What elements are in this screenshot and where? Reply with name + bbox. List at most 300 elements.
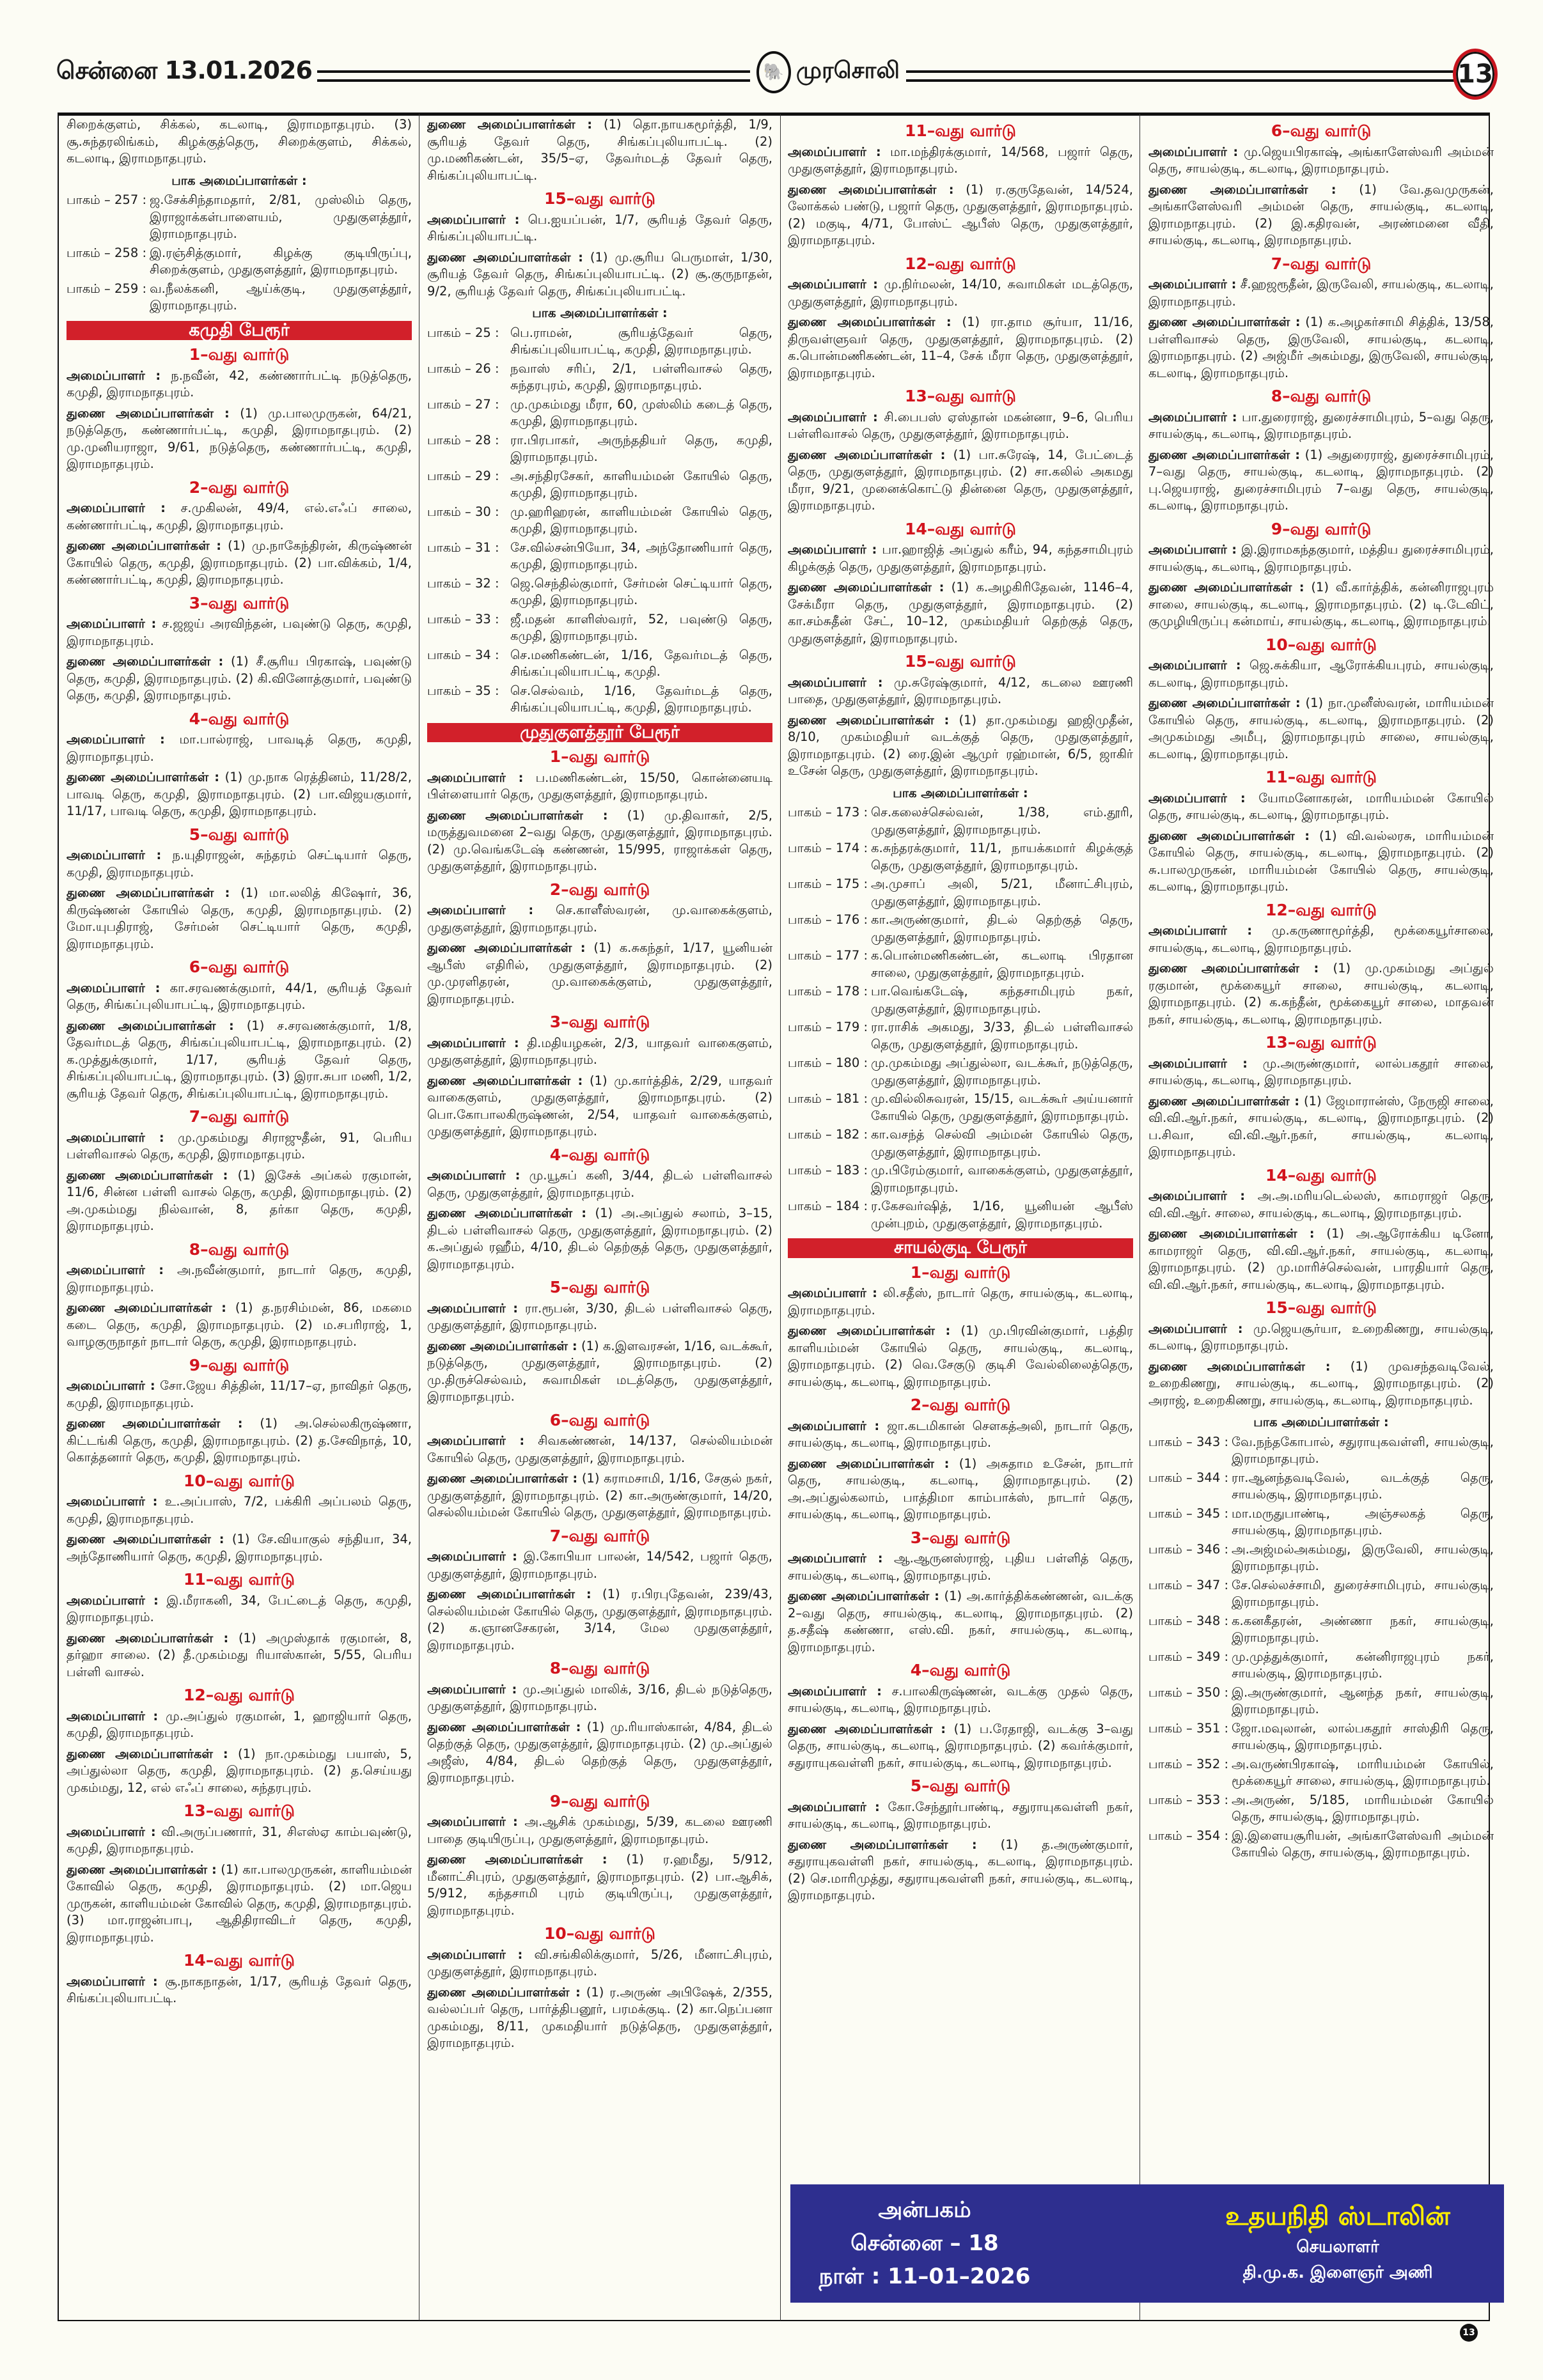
- deputies-label: துணை அமைப்பாளர்கள் :: [427, 249, 583, 265]
- organizer-label: அமைப்பாளர் :: [1148, 1321, 1243, 1336]
- booth-prefix: பாகம் –: [788, 984, 832, 999]
- deputies-entry: [67, 653, 412, 704]
- deputies-label: துணை அமைப்பாளர்கள் :: [1148, 580, 1304, 595]
- organizer-label: அமைப்பாளர் :: [427, 1947, 523, 1962]
- deputies-text: (1) அ.அப்துல் சலாம், 3–15, திடல் பள்ளிவாசல் தெரு, முதுகுளத்தூர், இராமநாதபுரம். (2) க.அப்துல் ரஹீம், 4/10, திடல் தெற்குத் தெரு, முதுகுளத்தூர், இராமநாதபுரம்.: [427, 1206, 772, 1272]
- organizer-label: அமைப்பாளர் :: [1148, 1188, 1245, 1203]
- organizer-label: அமைப்பாளர் :: [788, 1286, 877, 1300]
- booth-prefix: பாகம் –: [788, 1163, 832, 1178]
- deputies-text: (1) க.அழகிரிதேவன், 1146–4, சேக்மீரா தெரு, முதுகுளத்தூர், இராமநாதபுரம். (2) கா.சம்சுதீன் சேட், 10–12, முகம்மதியர் தெற்குத் தெரு, முதுகுளத்தூர், இராமநாதபுரம்.: [788, 580, 1133, 646]
- booth-text: க.சுந்தரக்குமார், 11/1, நாயக்கமார் கிழக்குத் தெரு, முதுகுளத்தூர், இராமநாதபுரம்.: [871, 841, 1133, 873]
- booth-prefix: பாகம் –: [427, 325, 471, 340]
- organizer-entry: [1148, 276, 1494, 310]
- booth-text: பா.வெங்கடேஷ், கந்தசாமிபுரம் நகர், முதுகுளத்தூர், இராமநாதபுரம்.: [871, 984, 1133, 1016]
- booth-entry: [788, 1198, 1133, 1232]
- organizer-entry: [1148, 657, 1494, 691]
- ward-heading: 4–வது வார்டு: [189, 709, 290, 728]
- deputies-text: (1) மு.நாகேந்திரன், கிருஷ்ணன் கோயில் தெரு, கமுதி, இராமநாதபுரம். (2) பா.விக்கம், 1/4, கண்ணார்பட்டி, கமுதி, இராமநாதபுரம்.: [67, 538, 412, 587]
- ward-heading: 11–வது வார்டு: [905, 121, 1016, 140]
- deputies-entry: [427, 1719, 772, 1787]
- organizer-entry: [1148, 1321, 1494, 1355]
- organizer-text: சோ.ஜேய சித்தின், 11/17–ஏ, நாவிதர் தெரு, கமுதி, இராமநாதபுரம்.: [67, 1378, 412, 1410]
- booth-entry: [427, 647, 772, 681]
- booth-id: 26: [475, 361, 491, 376]
- organizer-entry: [67, 616, 412, 649]
- booth-number: பாகம் – 30 :: [427, 504, 499, 519]
- deputies-label: துணை அமைப்பாளர்கள் :: [788, 1589, 939, 1603]
- booth-number: பாகம் – 351 :: [1148, 1720, 1229, 1736]
- organizer-text: ச.முகிலன், 49/4, எல்.எஃப் சாலை, கண்ணார்பட்டி, கமுதி, இராமநாதபுரம்.: [67, 501, 412, 533]
- column-2: [427, 116, 772, 2315]
- organizer-label: அமைப்பாளர் :: [67, 1263, 164, 1277]
- ward-heading: 12–வது வார்டு: [905, 254, 1016, 273]
- ward-heading: 13–வது வார்டு: [1265, 1033, 1377, 1052]
- booth-entry: [788, 947, 1133, 981]
- deputies-text: (1) மு.ரியாஸ்கான், 4/84, திடல் தெற்குத் தெரு, முதுகுளத்தூர், இராமநாதபுரம். (2) மு.அப்துல் அஜீஸ், 4/84, திடல் தெற்குத் தெரு, முதுகுளத்தூர், இராமநாதபுரம்.: [427, 1719, 772, 1785]
- deputies-entry: [67, 405, 412, 473]
- booth-entry: [1148, 1434, 1494, 1468]
- organizer-label: அமைப்பாளர் :: [67, 1824, 156, 1839]
- booth-prefix: பாகம் –: [788, 876, 832, 891]
- deputies-entry: [1148, 1093, 1494, 1161]
- deputies-label: துணை அமைப்பாளர்கள் :: [67, 1746, 228, 1761]
- brand-name: முரசொலி: [796, 58, 900, 84]
- organizer-entry: [1148, 1188, 1494, 1222]
- organizer-entry: [1148, 144, 1494, 178]
- booth-text: மா.மருதுபாண்டி, அஞ்சலகத் தெரு, சாயல்குடி, இராமநாதபுரம்.: [1232, 1505, 1494, 1537]
- deputies-entry: [427, 807, 772, 875]
- booth-prefix: பாகம் –: [788, 1055, 832, 1070]
- organizer-label: அமைப்பாளர் :: [427, 1549, 517, 1564]
- organizer-label: அமைப்பாளர் :: [427, 770, 524, 785]
- booth-entry: [1148, 1720, 1494, 1754]
- ward-heading: 3–வது வார்டு: [549, 1013, 650, 1031]
- deputies-label: துணை அமைப்பாளர்கள் :: [67, 654, 224, 669]
- ad-org: தி.மு.க. இளைஞர் அணி: [1242, 2263, 1433, 2282]
- booth-prefix: பாகம் –: [1148, 1720, 1193, 1736]
- organizer-label: அமைப்பாளர் :: [1148, 658, 1241, 673]
- page-number-footer: 13: [1460, 2324, 1478, 2342]
- organizer-label: அமைப்பாளர் :: [67, 732, 165, 747]
- booth-entry: [788, 876, 1133, 910]
- organizer-entry: [1148, 922, 1494, 956]
- ward-heading: 13–வது வார்டு: [905, 387, 1016, 405]
- deputies-label: துணை அமைப்பாளர்கள் :: [427, 1206, 587, 1220]
- deputies-text: (1) நா.முனீஸ்வரன், மாரியம்மன் கோயில் தெரு, சாயல்குடி, கடலாடி, இராமநாதபுரம். (2) அமுகம்மது அமீபு, இராமநாதபுரம் சாலை, சாயல்குடி, கடலாடி, இராமநாதபுரம்.: [1148, 696, 1494, 761]
- deputies-entry: [67, 1746, 412, 1797]
- ward-heading: 4–வது வார்டு: [910, 1661, 1011, 1679]
- booth-id: 29: [475, 468, 491, 483]
- deputies-text: (1) ர.ஹமீது, 5/912, மீனாட்சிபுரம், முதுகுளத்தூர், இராமநாதபுரம். (2) பா.ஆசிக், 5/912, கந்தசாமி புரம் குடியிருப்பு, முதுகுளத்தூர், இராமநாதபுரம்.: [427, 1852, 772, 1918]
- organizer-label: அமைப்பாளர் :: [427, 1433, 525, 1448]
- booth-entry: [427, 361, 772, 394]
- organizer-text: கா.சரவணக்குமார், 44/1, சூரியத் தேவர் தெரு, சிங்கப்புலியாபட்டி, இராமநாதபுரம்.: [67, 980, 412, 1012]
- organizer-label: அமைப்பாளர் :: [427, 212, 520, 227]
- booth-number: பாகம் – 345 :: [1148, 1505, 1229, 1521]
- booth-number: பாகம் – 346 :: [1148, 1541, 1229, 1557]
- deputies-entry: [67, 769, 412, 820]
- booth-text: கா.அருண்குமார், திடல் தெற்குத் தெரு, முதுகுளத்தூர், இராமநாதபுரம்.: [871, 912, 1133, 944]
- booth-id: 346: [1196, 1541, 1221, 1557]
- organizer-label: அமைப்பாளர் :: [67, 1708, 159, 1723]
- deputies-text: (1) ச.சரவணக்குமார், 1/8, தேவர்மடத் தெரு, சிங்கப்புலியாபட்டி, இராமநாதபுரம். (2) க.முத்துக்குமார், 1/17, சூரியத் தேவர் தெரு, சிங்கப்புலியாபட்டி, இராமநாதபுரம். (3) இரா.சுபா மணி, 1/2, சூரியத் தேவர் தெரு, சிங்கப்புலியாபட்டி, இராமநாதபுரம்.: [67, 1018, 412, 1101]
- deputies-label: துணை அமைப்பாளர்கள் :: [427, 117, 593, 132]
- booth-prefix: பாகம் –: [1148, 1613, 1193, 1628]
- organizer-text: சி.பைபஸ் ஏஸ்தான் மகன்னா, 9–6, பெரிய பள்ளிவாசல் தெரு, முதுகுளத்தூர், இராமநாதபுரம்.: [788, 409, 1133, 441]
- organizer-entry: [427, 1167, 772, 1201]
- organizer-text: இ.கோபியா பாலன், 14/542, பஜார் தெரு, முதுகுளத்தூர், இராமநாதபுரம்.: [427, 1549, 772, 1581]
- organizer-label: அமைப்பாளர் :: [1148, 1055, 1248, 1071]
- deputies-label: துணை அமைப்பாளர்கள் :: [788, 1721, 946, 1736]
- deputies-label: துணை அமைப்பாளர்கள் :: [67, 885, 230, 900]
- booth-text: செ.கலைச்செல்வன், 1/38, எம்.தூரி, முதுகுளத்தூர், இராமநாதபுரம்.: [871, 805, 1133, 837]
- booth-number: பாகம் – 177 :: [788, 948, 868, 963]
- organizer-entry: [788, 276, 1133, 310]
- organizer-text: ஆ.ஆருனஸ்ராஜ், புதிய பள்ளித் தெரு, சாயல்குடி, கடலாடி, இராமநாதபுரம்.: [788, 1551, 1133, 1583]
- organizer-label: அமைப்பாளர் :: [788, 1551, 883, 1566]
- deputies-text: (1) மு.நாக ரெத்தினம், 11/28/2, பாவடி தெரு, கமுதி, இராமநாதபுரம். (2) பா.விஜயகுமார், 11/17, பாவடி தெரு, கமுதி, இராமநாதபுரம்.: [67, 770, 412, 818]
- booth-entry: [427, 575, 772, 609]
- deputies-label: துணை அமைப்பாளர்கள் :: [788, 1323, 951, 1338]
- booth-id: 184: [836, 1199, 860, 1213]
- organizer-label: அமைப்பாளர் :: [67, 848, 162, 862]
- booth-number: பாகம் – 352 :: [1148, 1756, 1229, 1771]
- booth-number: பாகம் – 184 :: [788, 1199, 868, 1213]
- organizer-label: அமைப்பாளர் :: [67, 1378, 155, 1393]
- booth-entry: [1148, 1541, 1494, 1575]
- booth-entry: [427, 396, 772, 430]
- booth-number: பாகம் – 347 :: [1148, 1577, 1229, 1592]
- deputies-entry: [67, 885, 412, 953]
- booth-text: கா.வசந்த் செல்வி அம்மன் கோயில் தெரு, முதுகுளத்தூர், இராமநாதபுரம்.: [871, 1127, 1133, 1159]
- deputies-text: (1) ப.ரேதாஜி, வடக்கு 3–வது தெரு, சாயல்குடி, கடலாடி, இராமநாதபுரம். (2) கவர்க்குமார், சதுராயுகவள்ளி நகர், சாயல்குடி, கடலாடி, இராமநாதபுரம்.: [788, 1721, 1133, 1770]
- organizer-entry: [427, 1814, 772, 1847]
- booth-text: க.கனகீதரன், அண்ணா நகர், சாயல்குடி, இராமநாதபுரம்.: [1232, 1613, 1494, 1645]
- organizer-text: இ.மீராகனி, 34, பேட்டைத் தெரு, கமுதி, இராமநாதபுரம்.: [67, 1592, 412, 1624]
- booth-id: 351: [1196, 1720, 1221, 1736]
- organizer-text: ஜெ.சுக்கியா, ஆரோக்கியபுரம், சாயல்குடி, கடலாடி, இராமநாதபுரம்.: [1148, 658, 1494, 690]
- organizer-entry: [67, 1262, 412, 1296]
- organizer-label: அமைப்பாளர் :: [788, 277, 878, 292]
- deputies-entry: [1148, 447, 1494, 515]
- booth-id: 259: [114, 281, 139, 296]
- deputies-text: (1) ஜேமாரான்ஸ், நேருஜி சாலை, வி.வி.ஆர்.நகர், சாயல்குடி, கடலாடி, இராமநாதபுரம். (2) ப.சிவா, வி.வி.ஆர்.நகர், சாயல்குடி, கடலாடி, இராமநாதபுரம்.: [1148, 1093, 1494, 1159]
- deputies-text: (1) அமுஸ்தாக் ரகுமான், 8, தர்ஹா சாலை. (2) தீ.முகம்மது ரியாஸ்கான், 5/55, பெரிய பள்ளி வாசல்.: [67, 1630, 412, 1679]
- organizer-text: சீ.ஹஜரூதீன், இருவேலி, சாயல்குடி, கடலாடி, இராமநாதபுரம்.: [1148, 277, 1494, 309]
- column-4: [1148, 116, 1494, 2315]
- deputies-text: (1) வீ.கார்த்திக், கன்னிராஜபுரம் சாலை, சாயல்குடி, கடலாடி, இராமநாதபுரம். (2) டி.டேவிட், குமுழியிருப்பு கன்மாய், சாயல்குடி, கடலாடி, இராமநாதபுரம்.: [1148, 580, 1494, 628]
- deputies-entry: [1148, 828, 1494, 896]
- booth-id: 32: [475, 575, 491, 591]
- page-number-badge: 13: [1453, 49, 1498, 100]
- booth-entry: [427, 611, 772, 645]
- deputies-label: துணை அமைப்பாளர்கள் :: [67, 538, 222, 553]
- deputies-text: (1) ர.குருதேவன், 14/524, லோக்கல் பண்டு, பஜார் தெரு, முதுகுளத்தூர், இராமநாதபுரம். (2) மகுடி, 4/71, போஸ்ட் ஆபீஸ் தெரு, முதுகுளத்தூர், இராமநாதபுரம்.: [788, 182, 1133, 247]
- booth-prefix: பாகம் –: [427, 647, 471, 662]
- booth-entry: [427, 540, 772, 573]
- booth-entry: [788, 1091, 1133, 1124]
- ward-heading: 9–வது வார்டு: [549, 1791, 650, 1810]
- column-divider: [780, 114, 781, 2321]
- booth-text: செ.செல்வம், 1/16, தேவர்மடத் தெரு, சிங்கப்புலியாபட்டி, கமுதி, இராமநாதபுரம்.: [510, 683, 772, 715]
- booth-id: 25: [475, 325, 491, 340]
- organizer-label: அமைப்பாளர் :: [67, 616, 157, 631]
- deputies-label: துணை அமைப்பாளர்கள் :: [1148, 828, 1310, 843]
- section-banner: முதுகுளத்தூர் பேரூர்: [427, 723, 772, 743]
- deputies-entry: [788, 1837, 1133, 1904]
- organizer-entry: [67, 1378, 412, 1412]
- organizer-label: அமைப்பாளர் :: [67, 980, 161, 995]
- deputies-label: துணை அமைப்பாளர்கள் :: [788, 1456, 950, 1471]
- booth-entry: [788, 1019, 1133, 1053]
- ad-address: [790, 2193, 1059, 2293]
- section-banner: கமுதி பேரூர்: [67, 321, 412, 341]
- organizer-entry: [427, 1433, 772, 1466]
- organizer-label: அமைப்பாளர் :: [788, 674, 883, 690]
- deputies-label: துணை அமைப்பாளர்கள் :: [67, 405, 230, 421]
- booth-text: அ.முசாப் அலி, 5/21, மீனாட்சிபுரம், முதுகுளத்தூர், இராமநாதபுரம்.: [871, 876, 1133, 908]
- organizer-text: மு.அப்துல் ரகுமான், 1, ஹாஜியார் தெரு, கமுதி, இராமநாதபுரம்.: [67, 1708, 412, 1740]
- booth-text: ஜெ.செந்தில்குமார், சேர்மன் செட்டியார் தெரு, கமுதி, இராமநாதபுரம்.: [510, 575, 772, 607]
- booth-prefix: பாகம் –: [427, 540, 471, 555]
- booth-number: பாகம் – 259 :: [67, 281, 147, 296]
- ward-heading: 3–வது வார்டு: [910, 1528, 1011, 1547]
- organizer-label: அமைப்பாளர் :: [1148, 409, 1237, 424]
- booth-text: சே.வில்சன்பியோ, 34, அந்தோணியார் தெரு, கமுதி, இராமநாதபுரம்.: [510, 540, 772, 572]
- booth-text: வே.நந்தகோபால், சதுராயுகவள்ளி, சாயல்குடி, இராமநாதபுரம்.: [1232, 1434, 1494, 1466]
- booth-number: பாகம் – 27 :: [427, 396, 499, 412]
- deputies-text: (1) மு.கார்த்திக், 2/29, யாதவர் வாகைகுளம், முதுகுளத்தூர், இராமநாதபுரம். (2) பொ.கோபாலகிருஷ்ணன், 2/54, யாதவர் வாகைக்குளம், முதுகுளத்தூர், இராமநாதபுரம்.: [427, 1073, 772, 1139]
- booth-number: பாகம் – 32 :: [427, 575, 499, 591]
- deputies-text: (1) அ.செல்லகிருஷ்ணா, கிட்டங்கி தெரு, கமுதி, இராமநாதபுரம். (2) த.சேவிநாத், 10, கொத்தனார் தெரு, கமுதி, இராமநாதபுரம்.: [67, 1416, 412, 1465]
- organizer-label: அமைப்பாளர் :: [427, 1300, 519, 1316]
- deputies-label: துணை அமைப்பாளர்கள் :: [788, 182, 954, 197]
- booth-text: ஜோ.மவுலான், லால்பகதூர் சாஸ்திரி தெரு, சாயல்குடி, இராமநாதபுரம்.: [1232, 1720, 1494, 1752]
- ward-heading: 7–வது வார்டு: [549, 1526, 650, 1545]
- booth-number: பாகம் – 174 :: [788, 841, 868, 855]
- booth-text: அ.சந்திரசேகர், காளியம்மன் கோயில் தெரு, கமுதி, இராமநாதபுரம்.: [510, 468, 772, 500]
- organizer-entry: [427, 1300, 772, 1334]
- deputies-text: (1) நா.முகம்மது பயாஸ், 5, அப்துல்லா தெரு, கமுதி, இராமநாதபுரம். (2) த.செய்யது முகம்மது, 12, எல் எஃப் சாலை, சுந்தரபுரம்.: [67, 1746, 412, 1795]
- booth-id: 257: [114, 192, 139, 207]
- booth-entry: [788, 912, 1133, 945]
- booth-number: பாகம் – 180 :: [788, 1055, 868, 1070]
- organizer-text: பா.துரைராஜ், துரைச்சாமிபுரம், 5–வது தெரு, சாயல்குடி, கடலாடி, இராமநாதபுரம்.: [1148, 409, 1494, 441]
- booth-entry: [1148, 1470, 1494, 1504]
- booth-id: 35: [475, 683, 491, 698]
- booth-prefix: பாகம் –: [788, 805, 832, 820]
- organizer-text: ச.ஜஜய் அரவிந்தன், பவுண்டு தெரு, கமுதி, இராமநாதபுரம்.: [67, 616, 412, 648]
- organizer-entry: [1148, 541, 1494, 575]
- organizer-label: அமைப்பாளர் :: [427, 1035, 519, 1050]
- booth-text: மு.முத்துக்குமார், கன்னிராஜபுரம் நகர், சாயல்குடி, இராமநாதபுரம்.: [1232, 1649, 1494, 1681]
- deputies-label: துணை அமைப்பாளர்கள் :: [427, 1984, 581, 2000]
- booth-heading: பாக அமைப்பாளர்கள் :: [171, 173, 307, 188]
- booth-number: பாகம் – 183 :: [788, 1163, 868, 1178]
- deputies-label: துணை அமைப்பாளர்கள் :: [427, 1719, 581, 1734]
- booth-entry: [67, 281, 412, 315]
- elephant-emblem-icon: 🐘: [756, 51, 791, 93]
- organizer-text: மு.அப்துல் மாலிக், 3/16, திடல் நடுத்தெரு, முதுகுளத்தூர், இராமநாதபுரம்.: [427, 1681, 772, 1713]
- booth-number: பாகம் – 29 :: [427, 468, 499, 483]
- deputies-entry: [427, 1851, 772, 1919]
- booth-heading: பாக அமைப்பாளர்கள் :: [893, 785, 1028, 800]
- organizer-label: அமைப்பாளர் :: [1148, 923, 1252, 938]
- organizer-text: தி.மதியழகன், 2/3, யாதவர் வாகைகுளம், முதுகுளத்தூர், இராமநாதபுரம்.: [427, 1035, 772, 1067]
- deputies-entry: [788, 447, 1133, 515]
- booth-prefix: பாகம் –: [1148, 1756, 1193, 1771]
- organizer-entry: [1148, 790, 1494, 824]
- organizer-entry: [67, 1493, 412, 1527]
- booth-text: ஜீ.மதன் காளிஸ்வரர், 52, பவுண்டு தெரு, கமுதி, இராமநாதபுரம்.: [510, 611, 772, 643]
- deputies-label: துணை அமைப்பாளர்கள் :: [67, 1167, 228, 1183]
- booth-prefix: பாகம் –: [427, 396, 471, 412]
- deputies-text: (1) தொ.நாயகமூர்த்தி, 1/9, சூரியத் தேவர் தெரு, சிங்கப்புலியாபட்டி. (2) மு.மணிகண்டன், 35/5–ஏ, தேவர்மடத் தேவர் தெரு, சிங்கப்புலியாபட்டி.: [427, 117, 772, 183]
- booth-prefix: பாகம் –: [1148, 1828, 1193, 1843]
- organizer-entry: [1148, 1055, 1494, 1089]
- ward-heading: 8–வது வார்டு: [189, 1240, 290, 1259]
- organizer-text: லி.சதீஸ், நாடார் தெரு, சாயல்குடி, கடலாடி, இராமநாதபுரம்.: [788, 1286, 1133, 1318]
- deputies-entry: [67, 1018, 412, 1103]
- ward-heading: 6–வது வார்டு: [1271, 121, 1372, 140]
- ward-heading: 11–வது வார்டு: [184, 1570, 295, 1589]
- booth-id: 30: [475, 504, 491, 519]
- booth-entry: [788, 840, 1133, 874]
- booth-number: பாகம் – 257 :: [67, 192, 147, 207]
- booth-text: ஜ.சேக்சிந்தாமதார், 2/81, முஸ்லிம் தெரு, இராஜாக்கள்பாளையம், முதுகுளத்தூர், இராமநாதபுரம்.: [150, 192, 412, 241]
- organizer-text: ந.நவீன், 42, கண்ணார்பட்டி நடுத்தெரு, கமுதி, இராமநாதபுரம்.: [67, 368, 412, 400]
- organizer-label: அமைப்பாளர் :: [67, 1494, 158, 1509]
- deputies-label: துணை அமைப்பாளர்கள் :: [427, 807, 608, 823]
- deputies-entry: [427, 116, 772, 184]
- booth-prefix: பாகம் –: [788, 1091, 832, 1106]
- booth-number: பாகம் – 348 :: [1148, 1613, 1229, 1628]
- column-3: [788, 116, 1133, 2315]
- organizer-label: அமைப்பாளர் :: [67, 501, 166, 515]
- ward-heading: 11–வது வார்டு: [1265, 768, 1377, 786]
- booth-number: பாகம் – 31 :: [427, 540, 499, 555]
- booth-prefix: பாகம் –: [427, 683, 471, 698]
- organizer-label: அமைப்பாளர் :: [788, 409, 878, 424]
- booth-entry: [788, 804, 1133, 838]
- deputies-text: (1) ர.அருண் அபிஷேக், 2/355, வல்லப்பர் தெரு, பார்த்திபனூர், பரமக்குடி. (2) கா.நெப்பனா முகம்மது, 8/11, முகமதியார் நடுத்தெரு, முதுகுளத்தூர், இராமநாதபுரம்.: [427, 1984, 772, 2050]
- booth-text: வ.நீலக்கனி, ஆய்க்குடி, முதுகுளத்தூர், இராமநாதபுரம்.: [150, 281, 412, 313]
- deputies-label: துணை அமைப்பாளர்கள் :: [788, 447, 946, 462]
- booth-text: சே.செல்லச்சாமி, துரைச்சாமிபுரம், சாயல்குடி, இராமநாதபுரம்.: [1232, 1577, 1494, 1609]
- ward-heading: 3–வது வார்டு: [189, 593, 290, 612]
- deputies-text: (1) க.இளவரசன், 1/16, வடக்கூர், நடுத்தெரு, முதுகுளத்தூர், இராமநாதபுரம். (2) மு.திருச்செல்வம், சுவாமிகள் மடத்தெரு, முதுகுளத்தூர், இராமநாதபுரம்.: [427, 1338, 772, 1404]
- booth-prefix: பாகம் –: [427, 468, 471, 483]
- organizer-text: சூ.நாகநாதன், 1/17, சூரியத் தேவர் தெரு, சிங்கப்புலியாபட்டி.: [67, 1973, 412, 2005]
- ward-heading: 5–வது வார்டு: [189, 825, 290, 844]
- booth-prefix: பாகம் –: [788, 948, 832, 963]
- booth-prefix: பாகம் –: [427, 575, 471, 591]
- deputies-label: துணை அமைப்பாளர்கள் :: [67, 1862, 217, 1877]
- booth-entry: [1148, 1577, 1494, 1611]
- deputies-entry: [788, 182, 1133, 249]
- booth-prefix: பாகம் –: [1148, 1577, 1193, 1592]
- deputies-entry: [67, 1167, 412, 1235]
- ward-heading: 14–வது வார்டு: [1265, 1165, 1377, 1185]
- booth-id: 180: [836, 1055, 860, 1070]
- booth-prefix: பாகம் –: [427, 504, 471, 519]
- organizer-entry: [788, 409, 1133, 443]
- booth-entry: [67, 245, 412, 279]
- ward-heading: 2–வது வார்டு: [910, 1396, 1011, 1414]
- organizer-entry: [427, 770, 772, 804]
- booth-entry: [427, 325, 772, 359]
- deputies-text: (1) வி.வல்லரசு, மாரியம்மன் கோயில் தெரு, சாயல்குடி, கடலாடி, இராமநாதபுரம். (2) சு.பாலமுருகன், மாரியம்மன் கோயில் தெரு, சாயல்குடி, கடலாடி, இராமநாதபுரம்.: [1148, 828, 1494, 894]
- booth-id: 28: [475, 432, 491, 447]
- deputies-label: துணை அமைப்பாளர்கள் :: [1148, 447, 1301, 462]
- organizer-entry: [427, 212, 772, 245]
- organizer-label: அமைப்பாளர் :: [788, 1418, 880, 1433]
- booth-number: பாகம் – 28 :: [427, 432, 499, 447]
- organizer-entry: [427, 1035, 772, 1069]
- booth-id: 353: [1196, 1792, 1221, 1807]
- organizer-entry: [788, 674, 1133, 708]
- column-1: [67, 116, 412, 2315]
- deputies-entry: [67, 1862, 412, 1947]
- booth-text: ரா.பிரபாகர், அருந்ததியர் தெரு, கமுதி, இராமநாதபுரம்.: [510, 432, 772, 464]
- ward-heading: 14–வது வார்டு: [184, 1951, 295, 1970]
- advertisement-box: [790, 2184, 1504, 2303]
- deputies-label: துணை அமைப்பாளர்கள் :: [788, 315, 952, 329]
- booth-number: பாகம் – 35 :: [427, 683, 499, 698]
- booth-id: 179: [836, 1020, 860, 1034]
- deputies-text: (1) சீ.சூரிய பிரகாஷ், பவுண்டு தெரு, கமுதி, இராமநாதபுரம். (2) கி.வினோத்குமார், பவுண்டு தெரு, கமுதி, இராமநாதபுரம்.: [67, 654, 412, 703]
- organizer-text: மு.கருணாமூர்த்தி, மூக்கையூர்சாலை, சாயல்குடி, கடலாடி, இராமநாதபுரம்.: [1148, 923, 1494, 955]
- deputies-entry: [67, 1300, 412, 1351]
- booth-id: 182: [836, 1127, 860, 1142]
- ward-heading: 10–வது வார்டு: [544, 1924, 655, 1943]
- booth-entry: [1148, 1756, 1494, 1790]
- booth-number: பாகம் – 33 :: [427, 611, 499, 626]
- organizer-entry: [1148, 409, 1494, 443]
- organizer-entry: [788, 1799, 1133, 1833]
- booth-prefix: பாகம் –: [1148, 1434, 1193, 1449]
- organizer-entry: [427, 1681, 772, 1715]
- ad-line3: நாள் : 11–01–2026: [818, 2264, 1031, 2289]
- organizer-text: ஜா.கடமிகான் சௌகத்அலி, நாடார் தெரு, சாயல்குடி, கடலாடி, இராமநாதபுரம்.: [788, 1418, 1133, 1450]
- booth-text: மு.முகம்மது மீரா, 60, முஸ்லிம் கடைத் தெரு, கமுதி, இராமநாதபுரம்.: [510, 396, 772, 428]
- deputies-text: (1) மு.பிரவின்குமார், பத்திர காளியம்மன் கோயில் தெரு, சாயல்குடி, கடலாடி, இராமநாதபுரம். (2) வெ.சேகுடு குடிசி வேல்லிலைத்தெரு, சாயல்குடி, கடலாடி, இராமநாதபுரம்.: [788, 1323, 1133, 1389]
- deputies-text: (1) மு.சூரிய பெருமாள், 1/30, சூரியத் தேவர் தெரு, சிங்கப்புலியாபட்டி. (2) சூ.குருநாதன், 9/2, சூரியத் தேவர் தெரு, சிங்கப்புலியாபட்டி.: [427, 249, 772, 299]
- booth-entry: [1148, 1828, 1494, 1862]
- booth-prefix: பாகம் –: [67, 192, 111, 207]
- booth-text: இ.அருண்குமார், ஆனந்த நகர், சாயல்குடி, இராமநாதபுரம்.: [1232, 1684, 1494, 1716]
- deputies-entry: [427, 1984, 772, 2052]
- booth-number: பாகம் – 343 :: [1148, 1434, 1229, 1449]
- deputies-label: துணை அமைப்பாளர்கள் :: [427, 1471, 578, 1486]
- organizer-label: அமைப்பாளர் :: [67, 1130, 164, 1145]
- deputies-entry: [427, 1073, 772, 1140]
- deputies-entry: [427, 1338, 772, 1406]
- organizer-label: அமைப்பாளர் :: [67, 1592, 159, 1608]
- deputies-label: துணை அமைப்பாளர்கள் :: [788, 1837, 977, 1852]
- ward-heading: 1–வது வார்டு: [189, 345, 290, 364]
- deputies-entry: [1148, 1225, 1494, 1293]
- organizer-entry: [427, 1947, 772, 1980]
- ward-heading: 4–வது வார்டு: [549, 1145, 650, 1164]
- deputies-entry: [67, 538, 412, 589]
- deputies-label: துணை அமைப்பாளர்கள் :: [427, 940, 586, 955]
- booth-text: செ.மணிகண்டன், 1/16, தேவர்மடத் தெரு, சிங்கப்புலியாபட்டி, கமுதி.: [510, 647, 772, 679]
- booth-text: இ.ரஞ்சித்குமார், கிழக்கு குடியிருப்பு, சிறைக்குளம், முதுகுளத்தூர், இராமநாதபுரம்.: [150, 245, 412, 277]
- continued-text: சிறைக்குளம், சிக்கல், கடலாடி, இராமநாதபுரம். (3) சூ.சுந்தரலிங்கம், கிழக்குத்தெரு, சிறைக்குளம், சிக்கல், கடலாடி, இராமநாதபுரம்.: [67, 117, 412, 166]
- organizer-entry: [67, 847, 412, 881]
- booth-prefix: பாகம் –: [427, 361, 471, 376]
